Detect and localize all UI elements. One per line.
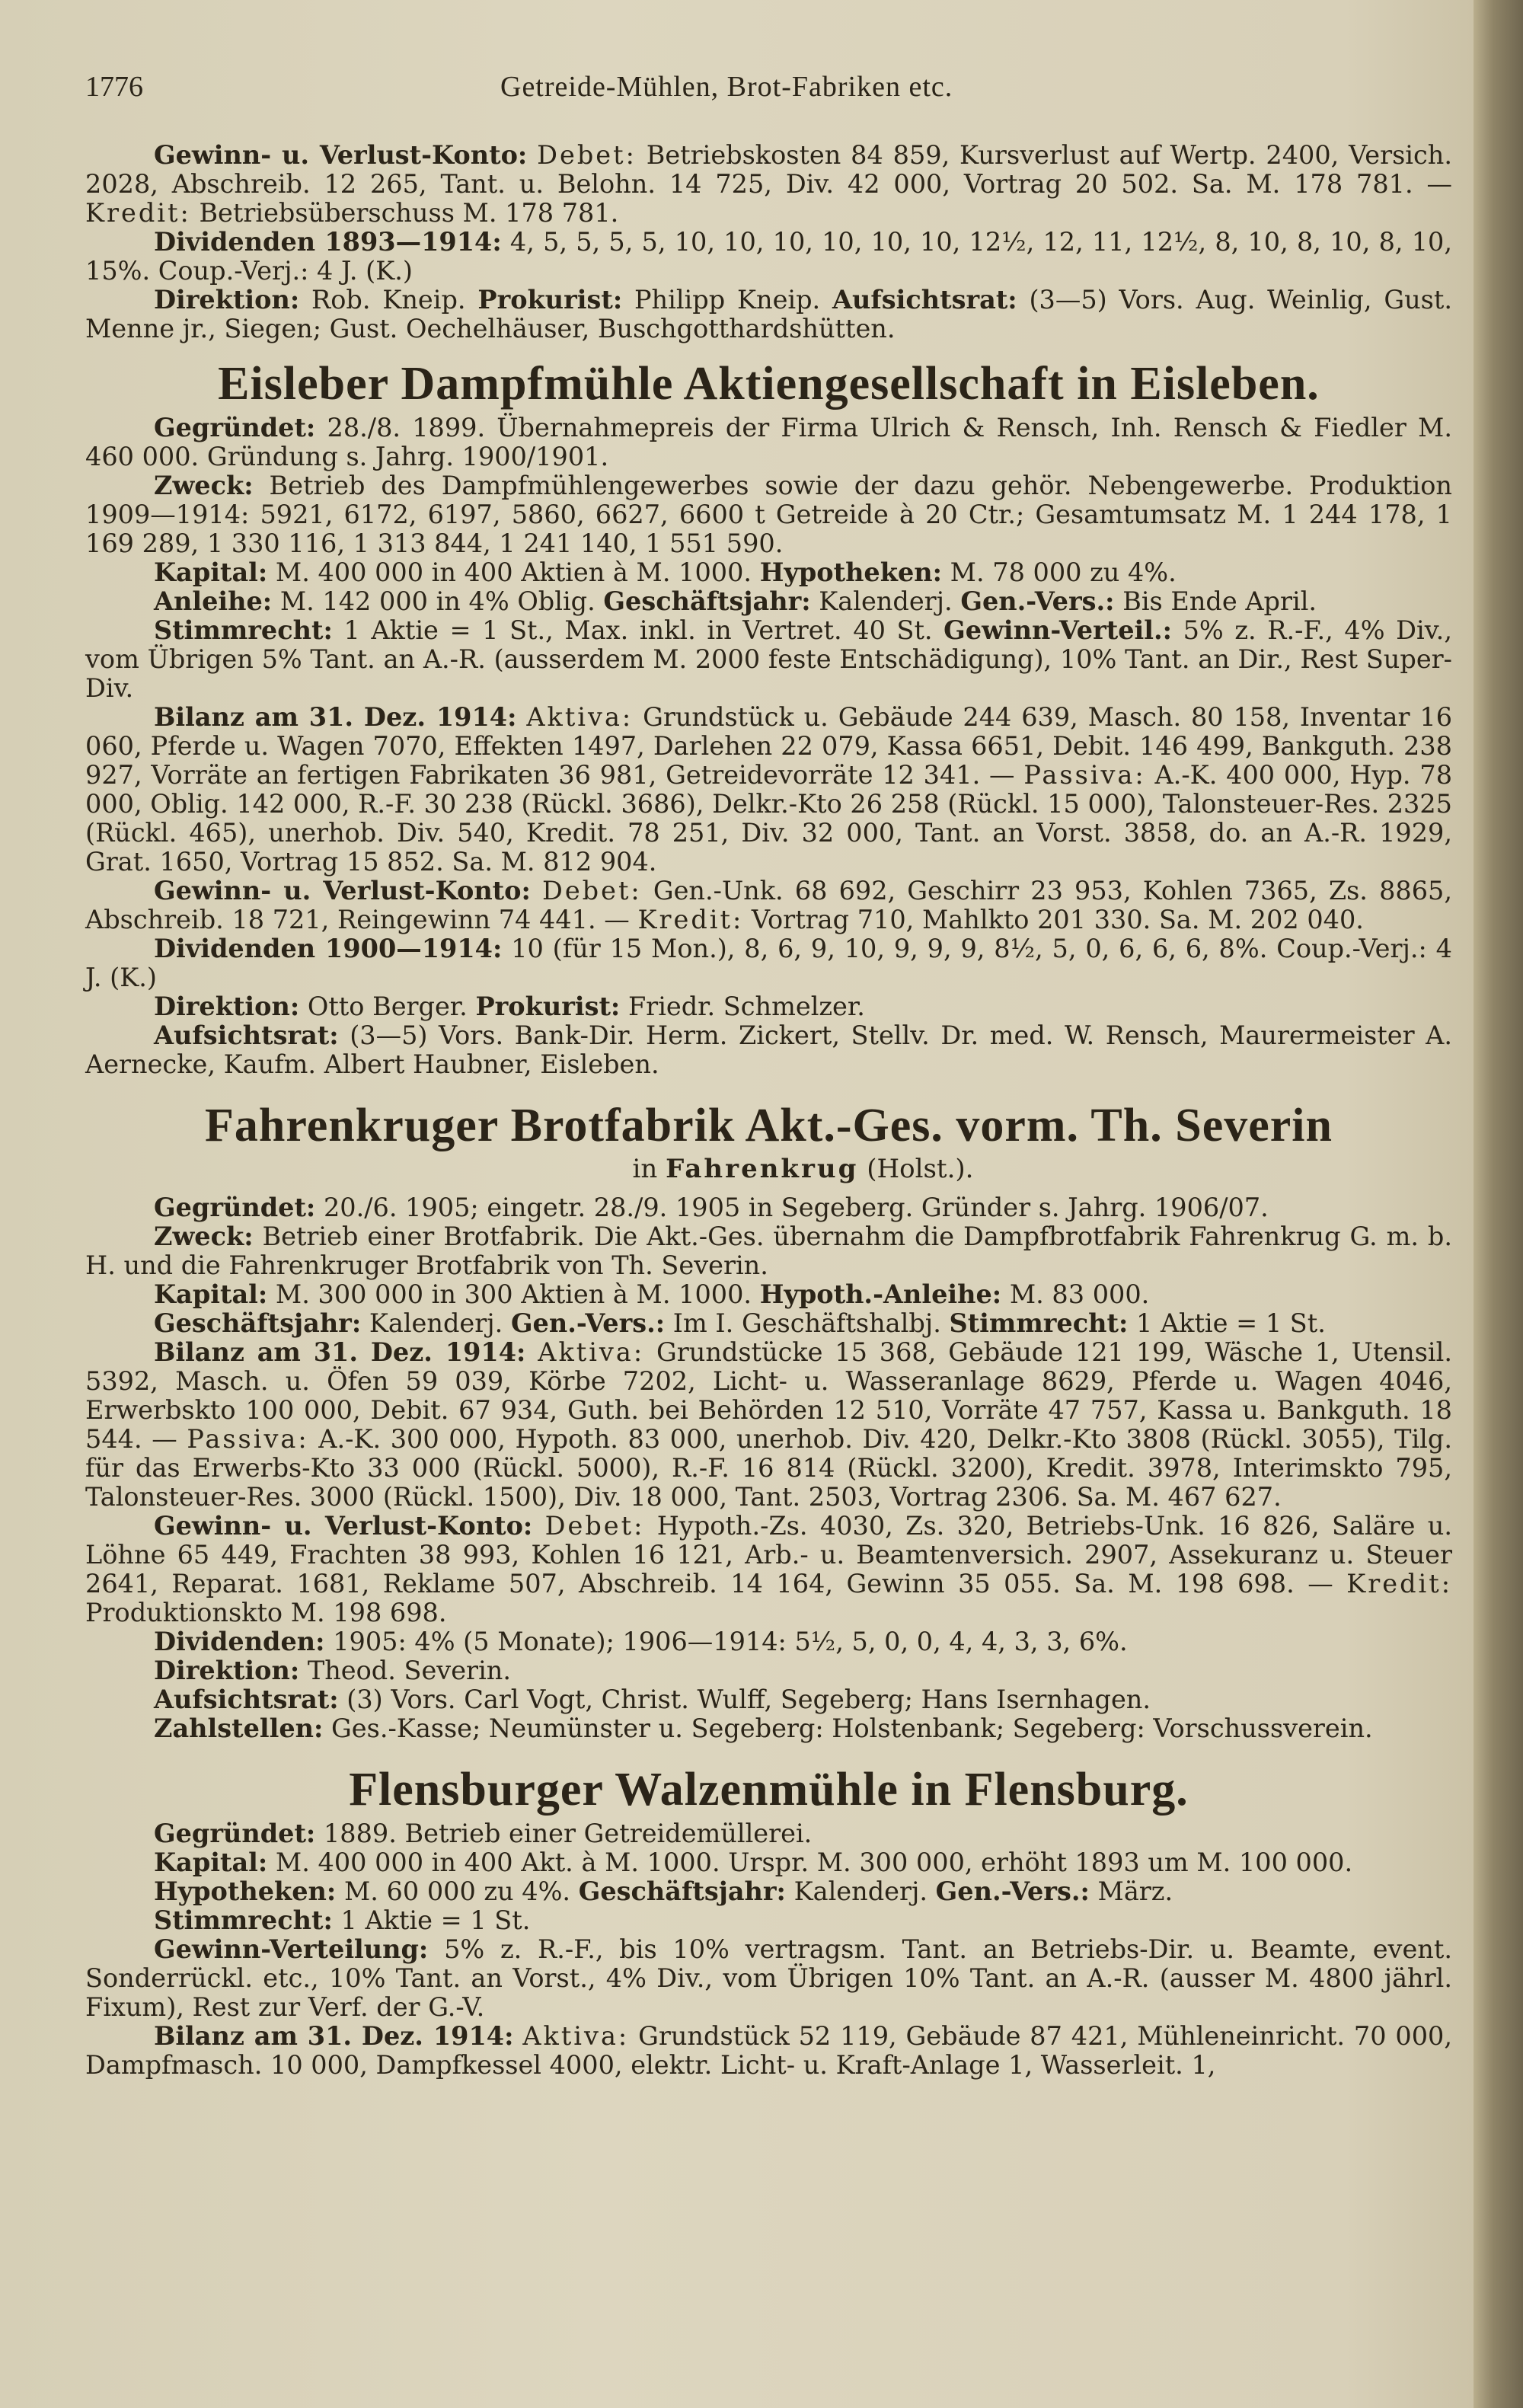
text: Vortrag 710, Mahlkto 201 330. Sa. M. 202 040. [751,905,1364,934]
entry-subtitle [85,1155,1452,1183]
text: 28./8. 1899. Übernahmepreis der Firma Ulrich & Rensch, Inh. Rensch & Fiedler M. 460 000. Gründung s. Jahrg. 1900/1901. [85,413,1453,471]
paragraph [85,1309,1452,1338]
place-name: Fahrenkrug [666,1154,859,1184]
keyword: Debet: [537,140,637,170]
label: Anleihe: [154,586,273,616]
label: Aufsichtsrat: [154,1685,339,1714]
text: 4, 5, 5, 5, 5, 10, 10, 10, 10, 10, 10, 12½, 12, 11, 12½, 8, 10, 8, 10, 8, 10, 15%. Coup.-Verj.: 4 J. (K.) [85,227,1453,286]
keyword: Debet: [541,876,642,905]
label: Hypotheken: [154,1876,337,1906]
label: Zweck: [154,471,254,500]
text: Im I. Geschäftshalbj. [672,1308,941,1338]
text: (3) Vors. Carl Vogt, Christ. Wulff, Segeberg; Hans Isernhagen. [346,1685,1151,1714]
text: Produktionskto M. 198 698. [85,1598,447,1627]
label: Geschäftsjahr: [154,1308,362,1338]
text: M. 60 000 zu 4%. [343,1876,571,1906]
text: 1 Aktie = 1 St. [1136,1308,1326,1338]
text: A.-K. 400 000, Hyp. 78 000, Oblig. 142 000, R.-F. 30 238 (Rückl. 3686), Delkr.-Kto 26 258 (Rückl. 15 000), Talonsteuer-Res. 2325 (Rückl. 465), unerhob. Div. 540, Kredit. 78 251, Div. 32 000, Tant. an Vorst. 3858, do. an A.-R. 1929, Grat. 1650, Vortrag 15 852. Sa. M. 812 904. [85,760,1453,877]
paragraph [85,1906,1452,1935]
label: Aufsichtsrat: [832,285,1017,315]
label: Gewinn- u. Verlust-Konto: [154,876,531,905]
keyword: Aktiva: [522,2021,630,2051]
text: Ges.-Kasse; Neumünster u. Segeberg: Holstenbank; Segeberg: Vorschussverein. [331,1713,1373,1743]
keyword: Kredit: [1346,1569,1452,1598]
text: Rob. Kneip. [311,285,466,315]
keyword: Aktiva: [538,1337,645,1367]
keyword: Aktiva: [526,702,634,732]
paragraph [85,1685,1452,1714]
label: Prokurist: [477,285,623,315]
text: Gen.-Unk. 68 692, Geschirr 23 953, Kohlen 7365, Zs. 8865, Abschreib. 18 721, Reingewinn 74 441. — [85,876,1452,934]
text: Grundstücke 15 368, Gebäude 121 199, Wäsche 1, Utensil. 5392, Masch. u. Öfen 59 039, Körbe 7202, Licht- u. Wasseranlage 8629, Pferde u. Wagen 4046, Erwerbskto 100 000, Debit. 67 934, Guth. bei Behörden 12 510, Vorräte 47 757, Kassa u. Bankguth. 18 544. — [85,1337,1453,1454]
text: Betriebsüberschuss M. 178 781. [199,198,619,228]
page-edge [1474,0,1523,2408]
entry-title: Eisleber Dampfmühle Aktiengesellschaft in Eisleben. [218,358,1320,410]
paragraph [85,1656,1452,1685]
text: Philipp Kneip. [634,285,821,315]
text: 1 Aktie = 1 St. [340,1905,531,1935]
paragraph [85,1935,1452,2022]
text: Kalenderj. [819,586,953,616]
label: Dividenden 1893—1914: [154,227,502,257]
text: (Holst.). [867,1154,974,1184]
paragraph [85,703,1452,877]
paragraph [85,992,1452,1021]
text: A.-K. 300 000, Hypoth. 83 000, unerhob. Div. 420, Delkr.-Kto 3808 (Rückl. 3055), Tilg. für das Erwerbs-Kto 33 000 (Rückl. 5000), R.-F. 16 814 (Rückl. 3200), Kredit. 3978, Interimskto 795, Talonsteuer-Res. 3000 (Rückl. 1500), Div. 18 000, Tant. 2503, Vortrag 2306. Sa. M. 467 627. [85,1424,1452,1512]
paragraph [85,1627,1452,1656]
keyword: Kredit: [85,198,191,228]
paragraph [85,228,1452,286]
running-title: Getreide-Mühlen, Brot-Fabriken etc. [500,71,953,103]
paragraph [85,1193,1452,1222]
label: Direktion: [154,1656,300,1685]
label: Gewinn-Verteilung: [154,1934,429,1964]
label: Geschäftsjahr: [603,586,811,616]
label: Direktion: [154,992,300,1021]
text: M. 300 000 in 300 Aktien à M. 1000. [275,1279,752,1309]
label: Gen.-Vers.: [935,1876,1090,1906]
page-content [85,141,1452,2080]
text: 20./6. 1905; eingetr. 28./9. 1905 in Segeberg. Gründer s. Jahrg. 1906/07. [323,1193,1269,1222]
text: Betrieb einer Brotfabrik. Die Akt.-Ges. übernahm die Dampfbrotfabrik Fahrenkrug G. m. b. H. und die Fahrenkruger Brotfabrik von Th. Severin. [85,1222,1452,1280]
keyword: Passiva: [1023,760,1146,790]
paragraph [85,1222,1452,1280]
text: M. 400 000 in 400 Aktien à M. 1000. [275,557,752,587]
label: Prokurist: [475,992,621,1021]
label: Direktion: [154,285,300,315]
label: Gen.-Vers.: [510,1308,666,1338]
text: 1889. Betrieb einer Getreidemüllerei. [323,1819,813,1848]
paragraph [85,934,1452,992]
label: Gegründet: [154,1193,316,1222]
paragraph [85,877,1452,934]
label: Stimmrecht: [154,1905,333,1935]
label: Dividenden: [154,1627,325,1656]
text: (3—5) Vors. Aug. Weinlig, Gust. Menne jr., Siegen; Gust. Oechelhäuser, Buschgotthardshütten. [85,285,1452,343]
text: Friedr. Schmelzer. [627,992,865,1021]
label: Zweck: [154,1222,254,1251]
keyword: Kredit: [637,905,744,934]
paragraph [85,1512,1452,1627]
label: Kapital: [154,557,268,587]
label: Gewinn- u. Verlust-Konto: [154,1511,533,1541]
label: Gegründet: [154,413,316,442]
text: in [632,1154,658,1184]
paragraph [85,1819,1452,1848]
text: 5% z. R.-F., 4% Div., vom Übrigen 5% Tant. an A.-R. (ausserdem M. 2000 feste Entschädigung), 10% Tant. an Dir., Rest Super-Div. [85,615,1452,703]
label: Gewinn- u. Verlust-Konto: [154,140,528,170]
text: Otto Berger. [307,992,468,1021]
label: Zahlstellen: [154,1713,324,1743]
label: Gewinn-Verteil.: [943,615,1172,645]
label: Dividenden 1900—1914: [154,934,503,963]
paragraph [85,616,1452,703]
text: März. [1097,1876,1173,1906]
label: Hypotheken: [759,557,942,587]
text: M. 400 000 in 400 Akt. à M. 1000. Urspr. M. 300 000, erhöht 1893 um M. 100 000. [275,1848,1353,1877]
paragraph [85,1280,1452,1309]
text: Betriebskosten 84 859, Kursverlust auf Wertp. 2400, Versich. 2028, Abschreib. 12 265, Tant. u. Belohn. 14 725, Div. 42 000, Vortrag 20 502. Sa. M. 178 781. — [85,140,1452,199]
label: Geschäftsjahr: [578,1876,786,1906]
text: 10 (für 15 Mon.), 8, 6, 9, 10, 9, 9, 9, 8½, 5, 0, 6, 6, 6, 8%. Coup.-Verj.: 4 J. (K.) [85,934,1452,992]
label: Stimmrecht: [949,1308,1129,1338]
paragraph [85,1848,1452,1877]
text: M. 78 000 zu 4%. [950,557,1177,587]
label: Gegründet: [154,1819,316,1848]
label: Kapital: [154,1279,268,1309]
label: Bilanz am 31. Dez. 1914: [154,702,517,732]
keyword: Passiva: [187,1424,309,1454]
text: Kalenderj. [793,1876,928,1906]
text: 5% z. R.-F., bis 10% vertragsm. Tant. an Betriebs-Dir. u. Beamte, event. Sonderrückl. etc., 10% Tant. an Vorst., 4% Div., vom Übrigen 10% Tant. an A.-R. (ausser M. 4800 jährl. Fixum), Rest zur Verf. der G.-V. [85,1934,1452,2022]
page-number: 1776 [85,71,143,103]
label: Hypoth.-Anleihe: [759,1279,1002,1309]
entry-title: Flensburger Walzenmühle in Flensburg. [349,1764,1189,1816]
text: Bis Ende April. [1122,586,1317,616]
text: Hypoth.-Zs. 4030, Zs. 320, Betriebs-Unk. 16 826, Saläre u. Löhne 65 449, Frachten 38 993, Kohlen 16 121, Arb.- u. Beamtenversich. 2907, Assekuranz u. Steuer 2641, Reparat. 1681, Reklame 507, Abschreib. 14 164, Gewinn 35 055. Sa. M. 198 698. — [85,1511,1452,1598]
paragraph [85,558,1452,587]
text: Grundstück 52 119, Gebäude 87 421, Mühleneinricht. 70 000, Dampfmasch. 10 000, Dampfkessel 4000, elektr. Licht- u. Kraft-Anlage 1, Wasserleit. 1, [85,2021,1453,2080]
paragraph [85,2022,1452,2080]
paragraph [85,1021,1452,1079]
text: Grundstück u. Gebäude 244 639, Masch. 80 158, Inventar 16 060, Pferde u. Wagen 7070, Effekten 1497, Darlehen 22 079, Kassa 6651, Debit. 146 499, Bankguth. 238 927, Vorräte an fertigen Fabrikaten 36 981, Getreidevorräte 12 341. — [85,702,1453,790]
text: 1 Aktie = 1 St., Max. inkl. in Vertret. 40 St. [343,615,933,645]
text: Kalenderj. [369,1308,503,1338]
text: 1905: 4% (5 Monate); 1906—1914: 5½, 5, 0, 0, 4, 4, 3, 3, 6%. [333,1627,1128,1656]
paragraph [85,141,1452,228]
label: Kapital: [154,1848,268,1877]
text: M. 83 000. [1009,1279,1150,1309]
text: Theod. Severin. [307,1656,512,1685]
keyword: Debet: [544,1511,645,1541]
text: M. 142 000 in 4% Oblig. [279,586,595,616]
label: Gen.-Vers.: [960,586,1115,616]
label: Bilanz am 31. Dez. 1914: [154,2021,514,2051]
text: (3—5) Vors. Bank-Dir. Herm. Zickert, Stellv. Dr. med. W. Rensch, Maurermeister A. Aernecke, Kaufm. Albert Haubner, Eisleben. [85,1020,1452,1079]
paragraph [85,471,1452,558]
paragraph [85,587,1452,616]
paragraph [85,1338,1452,1512]
paragraph [85,286,1452,343]
page-header [85,70,1448,116]
label: Stimmrecht: [154,615,333,645]
entry-title: Fahrenkruger Brotfabrik Akt.-Ges. vorm. Th. Severin [204,1100,1333,1151]
paragraph [85,1714,1452,1743]
paragraph [85,414,1452,471]
label: Bilanz am 31. Dez. 1914: [154,1337,526,1367]
text: Betrieb des Dampfmühlengewerbes sowie der dazu gehör. Nebengewerbe. Produktion 1909—1914: 5921, 6172, 6197, 5860, 6627, 6600 t Getreide à 20 Ctr.; Gesamtumsatz M. 1 244 178, 1 169 289, 1 330 116, 1 313 844, 1 241 140, 1 551 590. [85,471,1453,558]
label: Aufsichtsrat: [154,1020,339,1050]
paragraph [85,1877,1452,1906]
